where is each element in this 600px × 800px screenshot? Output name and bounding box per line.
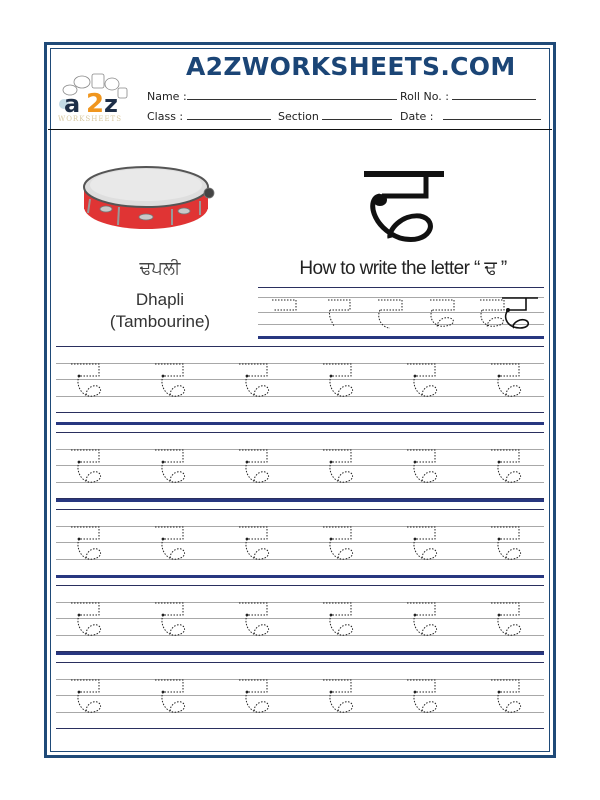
practice-rule [56, 396, 544, 397]
trace-letter[interactable] [489, 446, 525, 488]
section-row [278, 109, 392, 123]
trace-letter[interactable] [153, 360, 189, 402]
practice-separator [56, 575, 544, 578]
trace-letter[interactable] [405, 676, 441, 718]
practice-rule-bottom [56, 412, 544, 413]
svg-text:WORKSHEETS: WORKSHEETS [58, 115, 123, 123]
practice-rule [56, 712, 544, 713]
trace-letter[interactable] [237, 676, 273, 718]
practice-separator [56, 422, 544, 425]
instruction-heading: How to write the letter “ ਢ ” [299, 258, 507, 279]
practice-rule-bottom [56, 728, 544, 729]
practice-rule [56, 363, 544, 364]
section-field[interactable] [322, 109, 392, 120]
practice-separator [56, 499, 544, 502]
trace-letter[interactable] [153, 676, 189, 718]
class-row [147, 109, 271, 123]
practice-rule [56, 379, 544, 380]
site-title: A2ZWORKSHEETS.COM [186, 52, 516, 81]
svg-text:2: 2 [86, 89, 105, 119]
svg-text:z: z [104, 90, 118, 118]
demo-rule-top [258, 287, 544, 288]
date-label: Date : [400, 110, 434, 123]
trace-letter[interactable] [489, 676, 525, 718]
trace-letter[interactable] [153, 599, 189, 641]
practice-rule [56, 695, 544, 696]
word-english: (Tambourine) [109, 312, 211, 331]
word-transliteration: Dhapli [135, 290, 185, 309]
practice-rule-top [56, 662, 544, 663]
letter-dhadha-large [360, 168, 450, 246]
practice-rule-top [56, 346, 544, 347]
class-field[interactable] [187, 109, 271, 120]
header-divider [48, 129, 552, 130]
trace-letter[interactable] [153, 523, 189, 565]
practice-rule [56, 526, 544, 527]
trace-letter[interactable] [69, 599, 105, 641]
svg-text:a: a [64, 90, 81, 118]
trace-letter[interactable] [321, 360, 357, 402]
practice-rule [56, 482, 544, 483]
practice-rule [56, 465, 544, 466]
name-row [147, 89, 397, 103]
practice-rule [56, 602, 544, 603]
roll-field[interactable] [452, 89, 536, 100]
class-label: Class : [147, 110, 184, 123]
date-row [400, 109, 541, 123]
tambourine-icon [74, 165, 222, 247]
trace-letter[interactable] [237, 599, 273, 641]
name-field[interactable] [187, 89, 397, 100]
section-label: Section [278, 110, 319, 123]
trace-letter[interactable] [405, 523, 441, 565]
trace-letter[interactable] [489, 599, 525, 641]
practice-rule [56, 449, 544, 450]
trace-letter[interactable] [405, 360, 441, 402]
trace-letter[interactable] [69, 676, 105, 718]
practice-rule-top [56, 509, 544, 510]
date-field[interactable] [443, 109, 541, 120]
trace-letter[interactable] [237, 446, 273, 488]
trace-letter[interactable] [489, 523, 525, 565]
trace-letter[interactable] [321, 523, 357, 565]
practice-rule [56, 679, 544, 680]
trace-letter[interactable] [69, 360, 105, 402]
trace-letter[interactable] [69, 523, 105, 565]
word-punjabi: ਢਪਲੀ [139, 258, 181, 279]
practice-rule-top [56, 585, 544, 586]
practice-rule [56, 618, 544, 619]
practice-separator [56, 652, 544, 655]
name-label: Name : [147, 90, 187, 103]
word-label [60, 289, 260, 333]
trace-letter[interactable] [237, 360, 273, 402]
trace-letter[interactable] [153, 446, 189, 488]
trace-letter[interactable] [321, 446, 357, 488]
trace-letter[interactable] [69, 446, 105, 488]
roll-label: Roll No. : [400, 90, 449, 103]
practice-rule [56, 635, 544, 636]
practice-rule-top [56, 432, 544, 433]
trace-letter[interactable] [405, 599, 441, 641]
practice-rule [56, 542, 544, 543]
trace-letter[interactable] [489, 360, 525, 402]
page-border-inner [50, 48, 550, 752]
practice-rule [56, 559, 544, 560]
stroke-order-demo [258, 294, 548, 334]
trace-letter[interactable] [321, 599, 357, 641]
trace-letter[interactable] [321, 676, 357, 718]
demo-rule-bottom [258, 336, 544, 339]
trace-letter[interactable] [237, 523, 273, 565]
trace-letter[interactable] [405, 446, 441, 488]
a2z-logo [56, 64, 136, 124]
roll-row [400, 89, 536, 103]
